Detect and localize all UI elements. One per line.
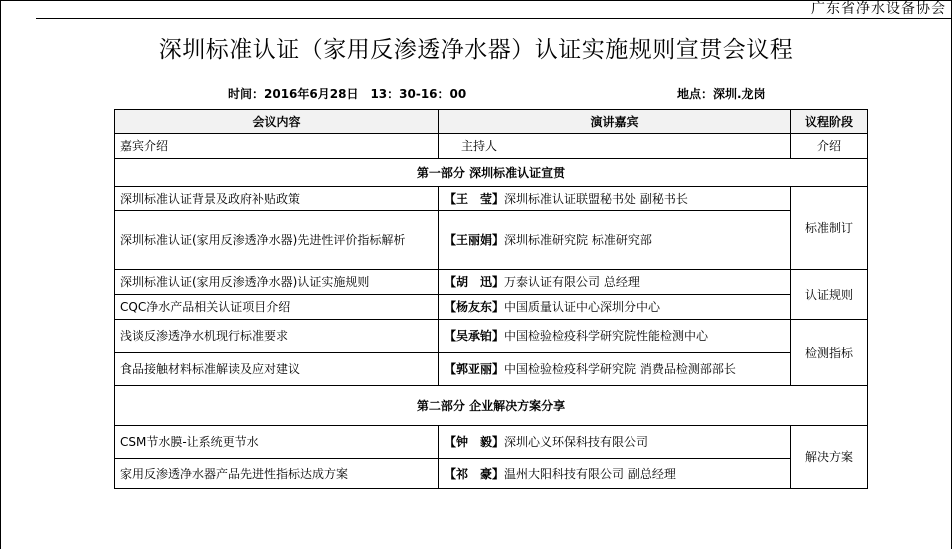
table-row	[115, 459, 868, 489]
row-speaker: 主持人	[439, 134, 791, 159]
row-phase: 介绍	[791, 134, 868, 159]
column-header-content: 会议内容	[115, 110, 439, 134]
speaker-name: 【胡 迅】	[444, 275, 505, 289]
section-title: 第二部分 企业解决方案分享	[115, 386, 868, 426]
row-speaker	[439, 353, 791, 386]
table-header-row	[115, 110, 868, 134]
row-content: CSM节水膜-让系统更节水	[115, 426, 439, 459]
row-phase: 解决方案	[791, 426, 868, 489]
row-content: 浅谈反渗透净水机现行标准要求	[115, 320, 439, 353]
speaker-name: 【王丽娟】	[444, 233, 505, 247]
row-phase: 检测指标	[791, 320, 868, 386]
row-content: 深圳标准认证(家用反渗透净水器)认证实施规则	[115, 270, 439, 295]
speaker-org: 中国检验检疫科学研究院性能检测中心	[504, 329, 709, 343]
speaker-name: 【钟 毅】	[444, 435, 505, 449]
speaker-org: 万泰认证有限公司 总经理	[504, 275, 640, 289]
header-divider	[36, 18, 952, 19]
row-phase: 标准制订	[791, 187, 868, 270]
table-row	[115, 353, 868, 386]
speaker-org: 深圳标准研究院 标准研究部	[504, 233, 652, 247]
row-speaker	[439, 270, 791, 295]
section-row-part1	[115, 159, 868, 187]
section-title: 第一部分 深圳标准认证宣贯	[115, 159, 868, 187]
speaker-org: 中国质量认证中心深圳分中心	[504, 300, 661, 314]
speaker-org: 温州大阳科技有限公司 副总经理	[504, 466, 676, 481]
speaker-name: 【郭亚丽】	[444, 362, 505, 376]
speaker-name: 【祁 豪】	[444, 466, 505, 481]
organization-name: 广东省净水设备协会	[811, 1, 946, 17]
row-speaker	[439, 187, 791, 211]
speaker-org: 中国检验检疫科学研究院 消费品检测部部长	[504, 362, 736, 376]
row-speaker	[439, 426, 791, 459]
column-header-speaker: 演讲嘉宾	[439, 110, 791, 134]
table-row	[115, 187, 868, 211]
row-content: CQC净水产品相关认证项目介绍	[115, 295, 439, 320]
row-content: 深圳标准认证背景及政府补贴政策	[115, 187, 439, 211]
table-row	[115, 134, 868, 159]
row-speaker	[439, 320, 791, 353]
document-title: 深圳标准认证（家用反渗透净水器）认证实施规则宣贯会议程	[158, 37, 794, 63]
row-content: 嘉宾介绍	[115, 134, 439, 159]
speaker-org: 深圳心义环保科技有限公司	[504, 435, 649, 449]
row-speaker	[439, 295, 791, 320]
speaker-org: 深圳标准认证联盟秘书处 副秘书长	[504, 191, 688, 206]
table-row	[115, 320, 868, 353]
speaker-name: 【王 莹】	[444, 191, 505, 206]
meeting-place: 地点：深圳.龙岗	[677, 87, 766, 101]
agenda-table	[114, 109, 868, 489]
meeting-time: 时间：2016年6月28日 13：30-16：00	[228, 87, 467, 101]
table-row	[115, 426, 868, 459]
row-content: 深圳标准认证(家用反渗透净水器)先进性评价指标解析	[115, 211, 439, 270]
section-row-part2	[115, 386, 868, 426]
row-content: 家用反渗透净水器产品先进性指标达成方案	[115, 459, 439, 489]
table-row	[115, 270, 868, 295]
speaker-name: 【杨友东】	[444, 300, 505, 314]
table-row	[115, 211, 868, 270]
column-header-phase: 议程阶段	[791, 110, 868, 134]
row-speaker	[439, 211, 791, 270]
row-speaker	[439, 459, 791, 489]
speaker-name: 【吴承铂】	[444, 329, 505, 343]
row-content: 食品接触材料标准解读及应对建议	[115, 353, 439, 386]
row-phase: 认证规则	[791, 270, 868, 320]
table-row	[115, 295, 868, 320]
